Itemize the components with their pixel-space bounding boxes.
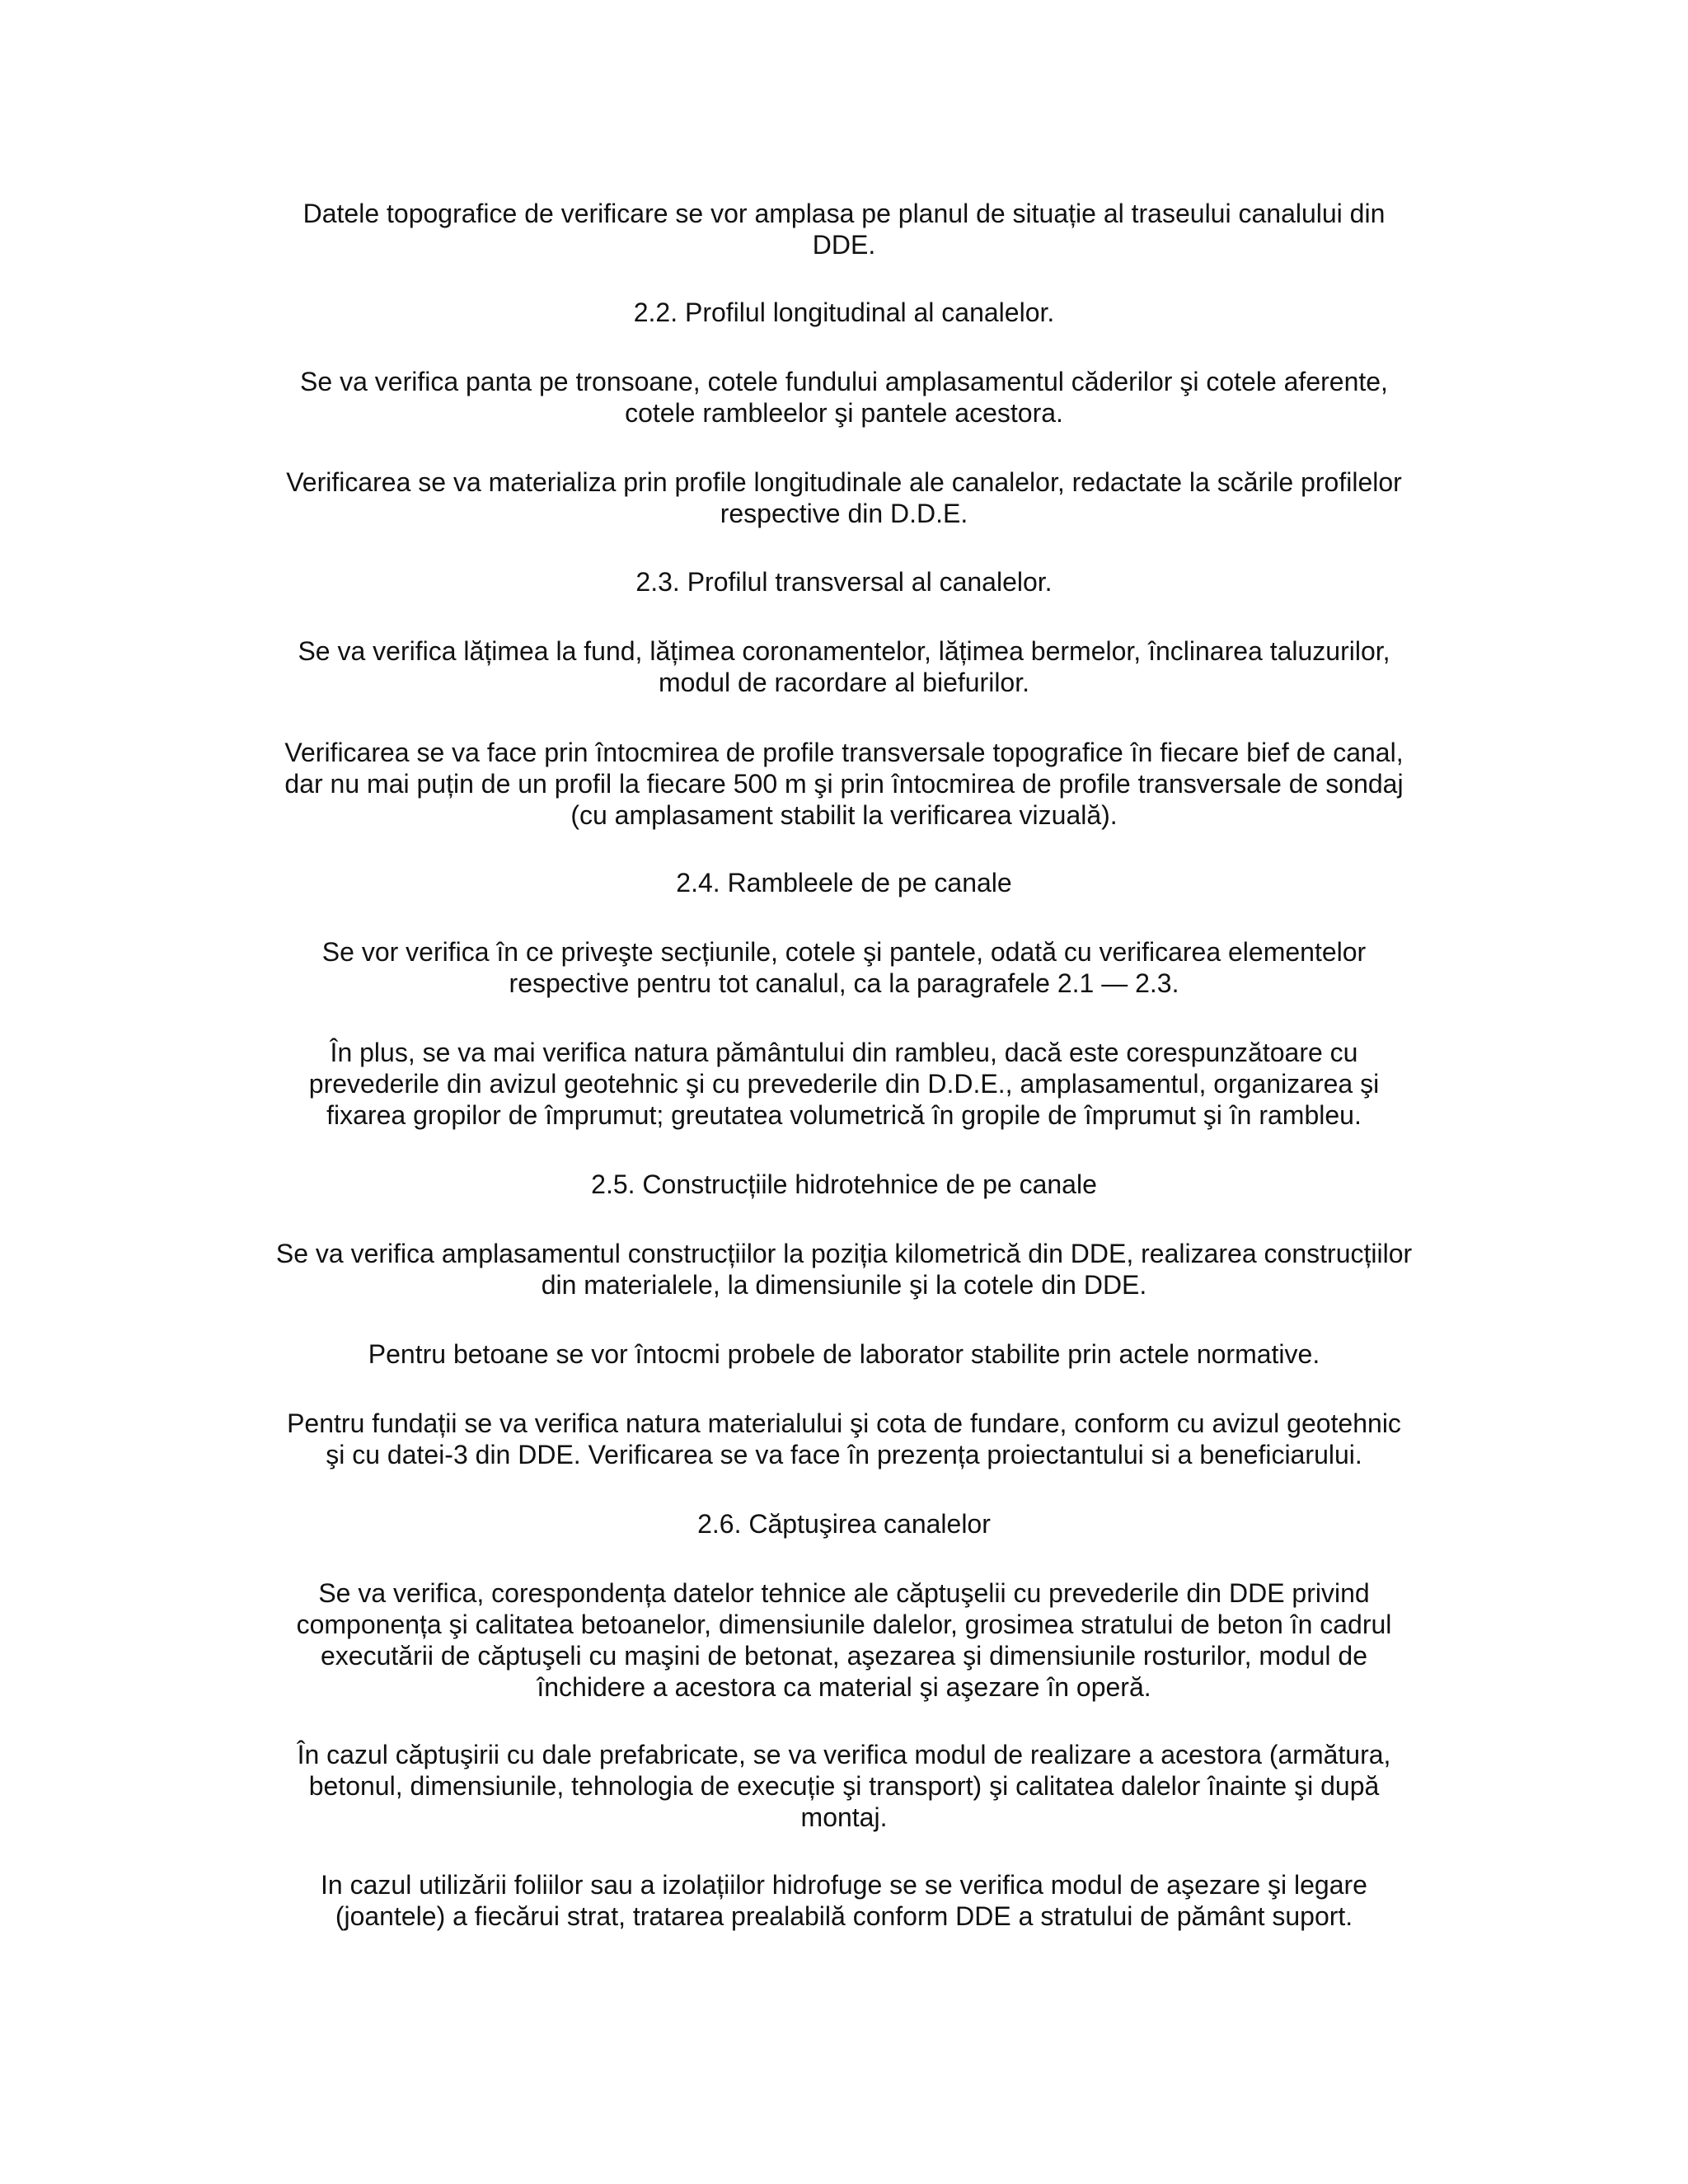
paragraph-foils: In cazul utilizării foliilor sau a izolațiilor hidrofuge se se verifica modul de aşezare şi legare (joantele) a fiecărui strat, tratarea prealabilă conform DDE a stratului de pământ suport. — [321, 1870, 1367, 1931]
paragraph-prefab-slabs: În cazul căptuşirii cu dale prefabricate, se va verifica modul de realizare a acestora (armătura, betonul, dimensiunile, tehnologia de execuție şi transport) şi calitatea dalelor înainte şi după montaj. — [297, 1740, 1391, 1832]
heading-2-6: 2.6. Căptuşirea canalelor — [697, 1509, 991, 1539]
heading-2-4: 2.4. Rambleele de pe canale — [676, 868, 1012, 898]
heading-2-5: 2.5. Construcțiile hidrotehnice de pe canale — [591, 1169, 1097, 1199]
paragraph-embankment-sections: Se vor verifica în ce priveşte secțiunile, cotele şi pantele, odată cu verificarea elementelor respective pentru tot canalul, ca la paragrafele 2.1 — 2.3. — [321, 937, 1367, 998]
paragraph-lining-correspondence: Se va verifica, corespondența datelor tehnice ale căptuşelii cu prevederile din DDE privind componența şi calitatea betoanelor, dimensiunile dalelor, grosimea stratului de beton în cadrul executării de căptuşeli cu maşini de betonat, aşezarea şi dimensiunile rosturilor, modul de închidere a acestora ca material şi aşezare în operă. — [296, 1578, 1392, 1702]
paragraph-soil-nature: În plus, se va mai verifica natura pământului din rambleu, dacă este corespunzătoare cu prevederile din avizul geotehnic şi cu prevederile din D.D.E., amplasamentul, organizarea şi fixarea gropilor de împrumut; greutatea volumetrică în gropile de împrumut şi în rambleu. — [308, 1038, 1380, 1130]
paragraph-construction-location: Se va verifica amplasamentul construcțiilor la poziția kilometrică din DDE, realizarea construcțiilor din materialele, la dimensiunile şi la cotele din DDE. — [275, 1239, 1413, 1300]
paragraph-slope-check: Se va verifica panta pe tronsoane, cotele fundului amplasamentul căderilor şi cotele aferente, cotele rambleelor şi pantele acestora. — [300, 367, 1388, 428]
paragraph-width-check: Se va verifica lățimea la fund, lățimea coronamentelor, lățimea bermelor, înclinarea taluzurilor, modul de racordare al biefurilor. — [298, 636, 1390, 697]
heading-2-3: 2.3. Profilul transversal al canalelor. — [635, 567, 1053, 597]
paragraph-concrete-tests: Pentru betoane se vor întocmi probele de laborator stabilite prin actele normative. — [368, 1339, 1320, 1369]
paragraph-transversal-profiles: Verificarea se va face prin întocmirea de profile transversale topografice în fiecare bief de canal, dar nu mai puțin de un profil la fiecare 500 m şi prin întocmirea de profile transversale de sondaj (cu amplasament stabilit la verificarea vizuală). — [284, 738, 1404, 830]
heading-2-2: 2.2. Profilul longitudinal al canalelor. — [633, 298, 1055, 327]
paragraph-topographic-data: Datele topografice de verificare se vor amplasa pe planul de situație al traseului canalului din DDE. — [302, 199, 1386, 260]
paragraph-longitudinal-profiles: Verificarea se va materializa prin profile longitudinale ale canalelor, redactate la scările profilelor respective din D.D.E. — [286, 467, 1402, 528]
paragraph-foundations: Pentru fundații se va verifica natura materialului şi cota de fundare, conform cu avizul geotehnic şi cu datei-3 din DDE. Verificarea se va face în prezența proiectantului si a beneficiarului. — [287, 1408, 1401, 1469]
